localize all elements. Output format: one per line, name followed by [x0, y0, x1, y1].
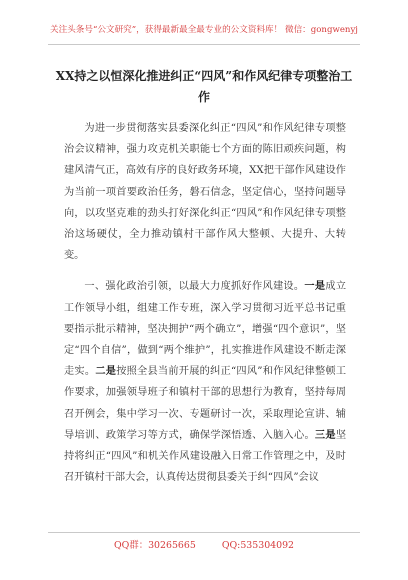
- paragraph-intro: 为进一步贯彻落实县委深化纠正“四风”和作风纪律专项整治会议精神，强力攻克机关职能七个方面的陈旧顽疾问题，构建风清气正，高效有序的良好政务环境，XX把干部作风建设作为当前一项首要政治任务，磐石信念，坚定信心，坚持问题导向，以攻坚克难的劲头打好深化纠正“四风”和作风纪律专项整治这场硬仗，全力推动镇村干部作风大整顿、大提升、大转变。: [64, 123, 346, 262]
- footer-qq: QQ:535304092: [221, 540, 295, 551]
- point-marker-one: 一是: [304, 280, 326, 293]
- paragraph-section-one: [64, 276, 346, 488]
- point-text-two: 按照全县当前开展的纠正“四风”和作风纪律整顿工作要求，加强领导班子和镇村干部的思想行为教育，坚持每周召开例会，集中学习一次、专题研讨一次，采取理论宣讲、辅导培训、政策学习等方式，确保学深悟透、入脑入心。: [64, 366, 347, 441]
- header-banner: 关注头条号“公文研究”，获得最新最全最专业的公文资料库！ 微信：gongwenyj: [50, 25, 358, 35]
- point-text-three: 坚持将纠正“四风”和机关作风建设融入日常工作管理之中，及时召开镇村干部大会，认真传达贯彻县委关于纠“四风”会议: [64, 429, 347, 484]
- footer-divider: [48, 532, 360, 533]
- document-body: [64, 118, 346, 498]
- header-divider: [48, 44, 360, 45]
- point-marker-three: 三是: [314, 428, 336, 441]
- point-text-one: 成立工作领导小组，组建工作专班，深入学习贯彻习近平总书记重要指示批示精神，坚决拥护“两个确立”，增强“四个意识”，坚定“四个自信”，做到“两个维护”，扎实推进作风建设不断走深走实。: [64, 281, 347, 378]
- section-heading: 一、强化政治引领，以最大力度抓好作风建设。: [84, 281, 305, 293]
- point-marker-two: 二是: [95, 365, 117, 378]
- document-title: XX持之以恒深化推进纠正“四风”和作风纪律专项整治工作: [55, 69, 353, 104]
- footer-contact: [0, 537, 408, 551]
- footer-qq-group: QQ群：30265665: [113, 540, 196, 551]
